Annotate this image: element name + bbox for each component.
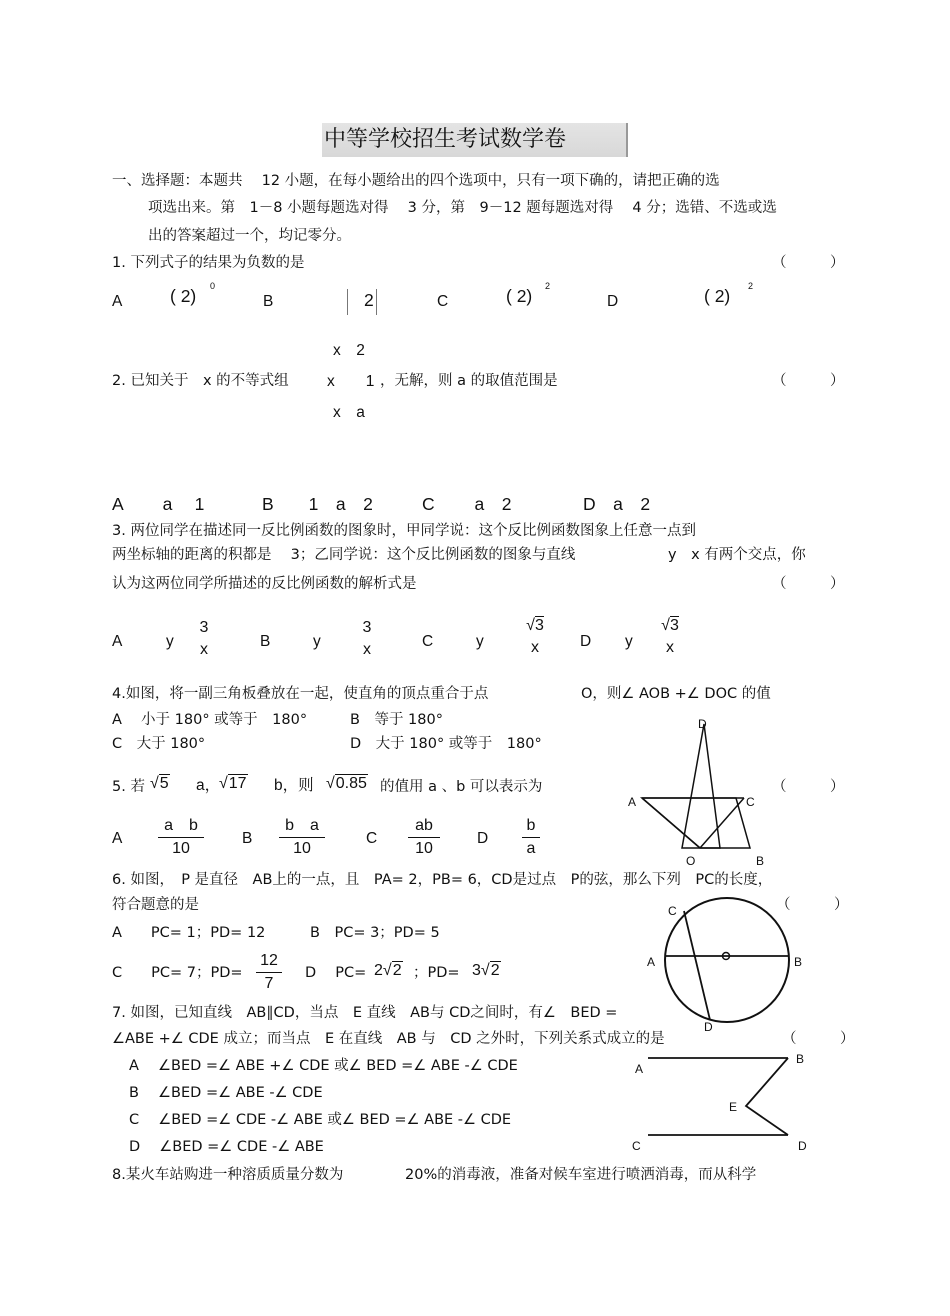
q2-option-d: D a 2 bbox=[583, 494, 651, 514]
q7-option-c: C ∠BED =∠ CDE -∠ ABE 或∠ BED =∠ ABE -∠ CDE bbox=[129, 1112, 512, 1128]
q5-sqrt5: √5 bbox=[150, 775, 169, 792]
q7-option-b: B ∠BED =∠ ABE -∠ CDE bbox=[129, 1085, 323, 1101]
q6-label-c: C bbox=[668, 904, 677, 918]
q3-option-b-numerator: 3 bbox=[362, 619, 372, 636]
q3-option-a-denominator: x bbox=[200, 641, 208, 658]
q7-option-d: D ∠BED =∠ CDE -∠ ABE bbox=[129, 1139, 324, 1155]
q1-abs-bar-right bbox=[376, 289, 377, 315]
q5-sqrt5-radicand: 5 bbox=[159, 775, 169, 792]
q6-label-b: B bbox=[794, 955, 803, 969]
q5-stem-b: b，则 bbox=[274, 777, 314, 794]
q5-option-b-denominator: 10 bbox=[279, 837, 325, 860]
q3-option-c-sqrt-sign: √ bbox=[526, 617, 535, 634]
q8-stem-b: 20%的消毒液，准备对候车室进行喷洒消毒，而从科学 bbox=[405, 1167, 757, 1183]
q4-triangle-odc bbox=[682, 724, 720, 848]
q3-option-b-y: y bbox=[313, 633, 321, 650]
q7-option-a: A ∠BED =∠ ABE +∠ CDE 或∠ BED =∠ ABE -∠ CDE bbox=[129, 1058, 518, 1074]
q2-system-line1: x 2 bbox=[333, 342, 365, 359]
q3-option-a-fraction bbox=[194, 617, 214, 661]
q5-sqrt085-radicand: 0.85 bbox=[335, 775, 367, 792]
q1-option-a-exponent: 0 bbox=[210, 281, 216, 291]
q5-sqrt17: √17 bbox=[219, 775, 247, 792]
q1-option-b-label: B bbox=[263, 293, 274, 310]
q4-label-c: C bbox=[746, 795, 755, 809]
q3-option-b-fraction bbox=[357, 617, 377, 661]
q3-option-a-y: y bbox=[166, 633, 174, 650]
q5-option-c-numerator: ab bbox=[415, 817, 433, 834]
q3-option-d-label: D bbox=[580, 633, 592, 650]
q5-answer-paren: （ ） bbox=[772, 779, 845, 795]
q8-stem-a: 8.某火车站购进一种溶质质量分数为 bbox=[112, 1167, 344, 1183]
q4-stem-a: 4.如图，将一副三角板叠放在一起，使直角的顶点重合于点 bbox=[112, 686, 489, 702]
q5-option-a-fraction bbox=[158, 815, 204, 860]
q5-option-a-denominator: 10 bbox=[158, 837, 204, 860]
q1-stem: 1. 下列式子的结果为负数的是 bbox=[112, 255, 305, 271]
q6-option-b: B PC= 3；PD= 5 bbox=[310, 925, 440, 941]
q3-option-d-numerator: 3 bbox=[669, 617, 679, 634]
q5-option-d-fraction bbox=[522, 815, 540, 860]
q7-stem-line1: 7. 如图，已知直线 AB∥CD，当点 E 直线 AB与 CD之间时，有∠ BED = bbox=[112, 1005, 618, 1021]
q6-option-d-pd-radicand: 2 bbox=[490, 962, 500, 979]
q1-option-a-label: A bbox=[112, 293, 123, 310]
q6-option-c-numerator: 12 bbox=[260, 952, 278, 969]
q2-stem-b: ，无解，则 a 的取值范围是 bbox=[380, 373, 558, 389]
q1-option-a-expr: ( 2) bbox=[170, 286, 197, 306]
q6-label-d: D bbox=[704, 1020, 713, 1034]
q5-sqrt085: √0.85 bbox=[326, 775, 367, 792]
q1-option-c-expr: ( 2) bbox=[506, 286, 533, 306]
q6-option-d-pd-coef: 3 bbox=[472, 962, 481, 979]
q2-system-line3: x a bbox=[333, 404, 365, 421]
q5-option-b-label: B bbox=[242, 830, 253, 847]
q3-option-d-y: y bbox=[625, 633, 633, 650]
q3-stem-line3: 认为这两位同学所描述的反比例函数的解析式是 bbox=[112, 576, 417, 592]
q3-option-b-label: B bbox=[260, 633, 271, 650]
q5-option-d-denominator: a bbox=[522, 837, 540, 860]
q4-option-a: A 小于 180° 或等于 180° bbox=[112, 712, 308, 728]
q4-triangle-oab bbox=[642, 798, 750, 848]
q1-option-d-exponent: 2 bbox=[748, 281, 754, 291]
q5-option-b-fraction bbox=[279, 815, 325, 860]
q6-stem-line1: 6. 如图， P 是直径 AB上的一点，且 PA= 2，PB= 6，CD是过点 P的弦，那么下列 PC的长度， bbox=[112, 872, 773, 888]
q3-option-b-denominator: x bbox=[363, 641, 371, 658]
q3-stem-line2a: 两坐标轴的距离的积都是 3；乙同学说：这个反比例函数的图象与直线 bbox=[112, 547, 576, 563]
q3-option-c-denominator: x bbox=[531, 639, 539, 656]
section-instructions-line2: 项选出来。第 1－8 小题每题选对得 3 分，第 9－12 题每题选对得 4 分；选错、不选或选 bbox=[148, 200, 777, 216]
q5-option-d-numerator: b bbox=[526, 817, 536, 834]
q3-option-d-fraction bbox=[655, 615, 685, 659]
q5-option-a-label: A bbox=[112, 830, 123, 847]
q7-polyline-bed bbox=[746, 1058, 788, 1135]
q5-option-c-label: C bbox=[366, 830, 378, 847]
q3-option-c-label: C bbox=[422, 633, 434, 650]
q6-stem-line2: 符合题意的是 bbox=[112, 897, 199, 913]
q4-option-c: C 大于 180° bbox=[112, 736, 206, 752]
q6-chord-cd bbox=[684, 911, 710, 1020]
q7-answer-paren: （ ） bbox=[782, 1031, 855, 1047]
q5-stem-rest: 的值用 a 、b 可以表示为 bbox=[380, 779, 543, 795]
section-instructions-line1: 一、选择题：本题共 12 小题，在每小题给出的四个选项中，只有一项下确的，请把正确的选 bbox=[112, 173, 720, 189]
q7-label-c: C bbox=[632, 1139, 641, 1153]
q4-option-d: D 大于 180° 或等于 180° bbox=[350, 736, 542, 752]
q7-label-d: D bbox=[798, 1139, 807, 1153]
q1-abs-bar-left bbox=[347, 289, 348, 315]
q4-triangles-figure bbox=[620, 712, 770, 872]
q4-option-b: B 等于 180° bbox=[350, 712, 443, 728]
q5-option-c-fraction bbox=[408, 815, 440, 860]
q2-option-c: C a 2 bbox=[422, 494, 512, 514]
q3-answer-paren: （ ） bbox=[772, 576, 845, 592]
q6-option-d-pd-value: 3√2 bbox=[472, 962, 500, 979]
q3-option-c-numerator: 3 bbox=[534, 617, 544, 634]
q6-option-d-mid: ；PD= bbox=[413, 965, 460, 981]
q3-option-c-fraction bbox=[520, 615, 550, 659]
q4-label-d: D bbox=[698, 717, 707, 731]
q4-segment-ao bbox=[642, 798, 700, 848]
q4-label-o: O bbox=[686, 854, 696, 868]
page-title: 中等学校招生考试数学卷 bbox=[322, 123, 628, 157]
q1-option-d-label: D bbox=[607, 293, 619, 310]
q6-label-a: A bbox=[647, 955, 656, 969]
q1-answer-paren: （ ） bbox=[772, 255, 845, 271]
q1-option-b-expr: 2 bbox=[364, 290, 374, 310]
q7-stem-line2: ∠ABE +∠ CDE 成立；而当点 E 在直线 AB 与 CD 之外时，下列关系式成立的是 bbox=[112, 1031, 665, 1047]
q6-option-c-fraction bbox=[256, 950, 282, 995]
q1-option-c-label: C bbox=[437, 293, 449, 310]
q5-option-d-label: D bbox=[477, 830, 489, 847]
q5-stem-if: 5. 若 bbox=[112, 779, 145, 795]
q5-option-a-numerator: a b bbox=[164, 817, 198, 834]
q1-option-d-expr: ( 2) bbox=[704, 286, 731, 306]
q6-option-d-pc-coef: 2 bbox=[374, 962, 383, 979]
q6-option-d-start: D PC= bbox=[305, 965, 367, 981]
q3-stem-line2b: y x 有两个交点，你 bbox=[668, 547, 806, 563]
q7-label-e: E bbox=[729, 1100, 738, 1114]
q4-stem-b: O，则∠ AOB +∠ DOC 的值 bbox=[581, 686, 771, 702]
q3-option-d-denominator: x bbox=[666, 639, 674, 656]
q6-option-c-denominator: 7 bbox=[256, 972, 282, 995]
q5-option-c-denominator: 10 bbox=[408, 837, 440, 860]
q6-option-a: A PC= 1；PD= 12 bbox=[112, 925, 266, 941]
q3-option-a-label: A bbox=[112, 633, 123, 650]
q3-option-d-sqrt-sign: √ bbox=[661, 617, 670, 634]
q6-option-d-pc-value: 2√2 bbox=[374, 962, 402, 979]
q6-answer-paren: （ ） bbox=[776, 897, 849, 913]
q5-stem-a: a， bbox=[196, 777, 221, 794]
q5-option-b-numerator: b a bbox=[285, 817, 319, 834]
q4-label-b: B bbox=[756, 854, 765, 868]
q4-segment-oc bbox=[700, 798, 744, 848]
q3-option-c-y: y bbox=[476, 633, 484, 650]
q2-answer-paren: （ ） bbox=[772, 373, 845, 389]
q2-option-a: A a 1 bbox=[112, 494, 205, 514]
q6-option-c: C PC= 7；PD= bbox=[112, 965, 243, 981]
q1-option-c-exponent: 2 bbox=[545, 281, 551, 291]
q5-sqrt17-radicand: 17 bbox=[228, 775, 247, 792]
q2-option-b: B 1 a 2 bbox=[262, 494, 373, 514]
section-instructions-line3: 出的答案超过一个，均记零分。 bbox=[148, 228, 351, 244]
q7-parallel-lines-figure bbox=[640, 1050, 800, 1150]
q2-system-line2: x 1 bbox=[327, 373, 375, 390]
q7-label-b: B bbox=[796, 1052, 805, 1066]
q6-circle-figure bbox=[660, 900, 803, 1030]
q3-option-a-numerator: 3 bbox=[199, 619, 209, 636]
q7-label-a: A bbox=[635, 1062, 644, 1076]
q4-label-a: A bbox=[628, 795, 637, 809]
q2-stem-a: 2. 已知关于 x 的不等式组 bbox=[112, 373, 289, 389]
q3-stem-line1: 3. 两位同学在描述同一反比例函数的图象时，甲同学说：这个反比例函数图象上任意一点到 bbox=[112, 523, 696, 539]
